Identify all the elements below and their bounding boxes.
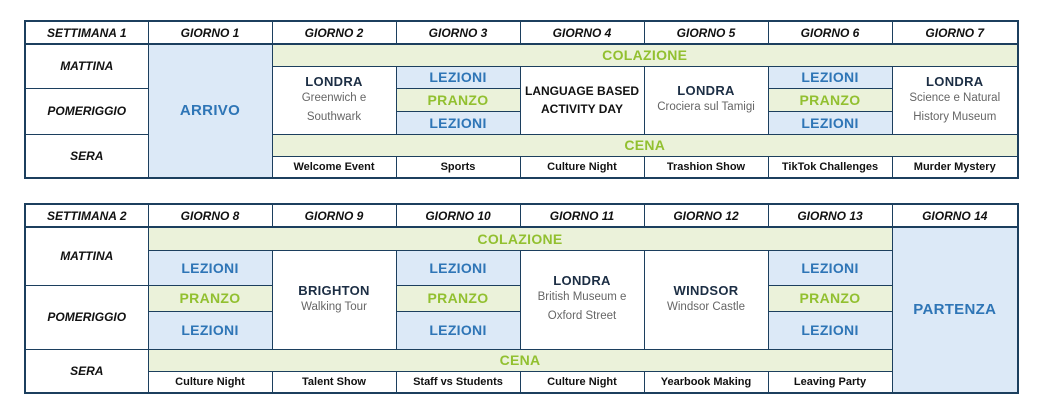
day-header: GIORNO 14 [892,204,1018,227]
row-label-evening: SERA [25,134,148,178]
week-label: SETTIMANA 1 [25,21,148,44]
lessons-cell: LEZIONI [768,250,892,285]
lessons-cell: LEZIONI [396,311,520,349]
lunch-cell: PRANZO [396,285,520,311]
lessons-cell: LEZIONI [148,311,272,349]
lessons-cell: LEZIONI [148,250,272,285]
activity-cell-day7 [892,66,1018,134]
activity-title: ACTIVITY DAY [540,102,624,116]
evening-event: Culture Night [520,371,644,393]
departure-cell: PARTENZA [892,227,1018,393]
activity-subtitle: British Museum e [537,291,627,303]
activity-subtitle: Oxford Street [547,310,617,322]
activity-subtitle: Southwark [306,110,362,123]
activity-cell-day5 [644,66,768,134]
breakfast-bar: COLAZIONE [148,227,892,250]
lessons-cell: LEZIONI [396,250,520,285]
row-label-morning: MATTINA [25,44,148,88]
week1-header-row [25,21,1018,44]
day-header: GIORNO 10 [396,204,520,227]
activity-title: LONDRA [553,273,611,288]
lessons-cell: LEZIONI [768,66,892,88]
activity-title: LANGUAGE BASED [524,84,639,98]
activity-cell-day2 [272,66,396,134]
row-label-afternoon: POMERIGGIO [25,88,148,134]
evening-event: Welcome Event [272,156,396,178]
activity-title: BRIGHTON [298,282,370,298]
day-header: GIORNO 5 [644,21,768,44]
day-header: GIORNO 7 [892,21,1018,44]
lessons-cell: LEZIONI [768,111,892,134]
activity-title: WINDSOR [673,282,739,298]
activity-subtitle: Crociera sul Tamigi [657,101,755,113]
day-header: GIORNO 11 [520,204,644,227]
lessons-cell: LEZIONI [396,66,520,88]
week2-schedule-table [24,203,1019,394]
lessons-cell: LEZIONI [768,311,892,349]
lessons-cell: LEZIONI [396,111,520,134]
activity-cell-day11 [520,250,644,349]
activity-title: LONDRA [926,73,984,89]
evening-event: Culture Night [520,156,644,178]
day-header: GIORNO 4 [520,21,644,44]
evening-event: Murder Mystery [892,156,1018,178]
week1-schedule-table [24,20,1019,179]
activity-cell-day4 [520,66,644,134]
dinner-bar: CENA [148,349,892,371]
row-label-morning: MATTINA [25,227,148,285]
row-label-afternoon: POMERIGGIO [25,285,148,349]
activity-cell-day12 [644,250,768,349]
week2-header-row [25,204,1018,227]
activity-subtitle: Greenwich e [301,91,367,104]
activity-subtitle: History Museum [913,110,997,123]
day-header: GIORNO 12 [644,204,768,227]
evening-event: Sports [396,156,520,178]
activity-subtitle: Walking Tour [301,300,367,313]
breakfast-bar: COLAZIONE [272,44,1018,66]
day-header: GIORNO 6 [768,21,892,44]
lunch-cell: PRANZO [148,285,272,311]
activity-subtitle: Windsor Castle [667,300,745,313]
evening-event: Staff vs Students [396,371,520,393]
activity-cell-day9 [272,250,396,349]
arrival-cell: ARRIVO [148,44,272,178]
dinner-bar: CENA [272,134,1018,156]
day-header: GIORNO 9 [272,204,396,227]
row-label-evening: SERA [25,349,148,393]
lunch-cell: PRANZO [396,88,520,111]
day-header: GIORNO 3 [396,21,520,44]
day-header: GIORNO 1 [148,21,272,44]
evening-event: Culture Night [148,371,272,393]
evening-event: Talent Show [272,371,396,393]
activity-title: LONDRA [677,83,735,98]
day-header: GIORNO 8 [148,204,272,227]
evening-event: Leaving Party [768,371,892,393]
evening-event: TikTok Challenges [768,156,892,178]
evening-event: Yearbook Making [644,371,768,393]
week-label: SETTIMANA 2 [25,204,148,227]
lunch-cell: PRANZO [768,88,892,111]
lunch-cell: PRANZO [768,285,892,311]
activity-subtitle: Science e Natural [909,91,1001,104]
day-header: GIORNO 2 [272,21,396,44]
activity-title: LONDRA [305,73,363,89]
evening-event: Trashion Show [644,156,768,178]
day-header: GIORNO 13 [768,204,892,227]
